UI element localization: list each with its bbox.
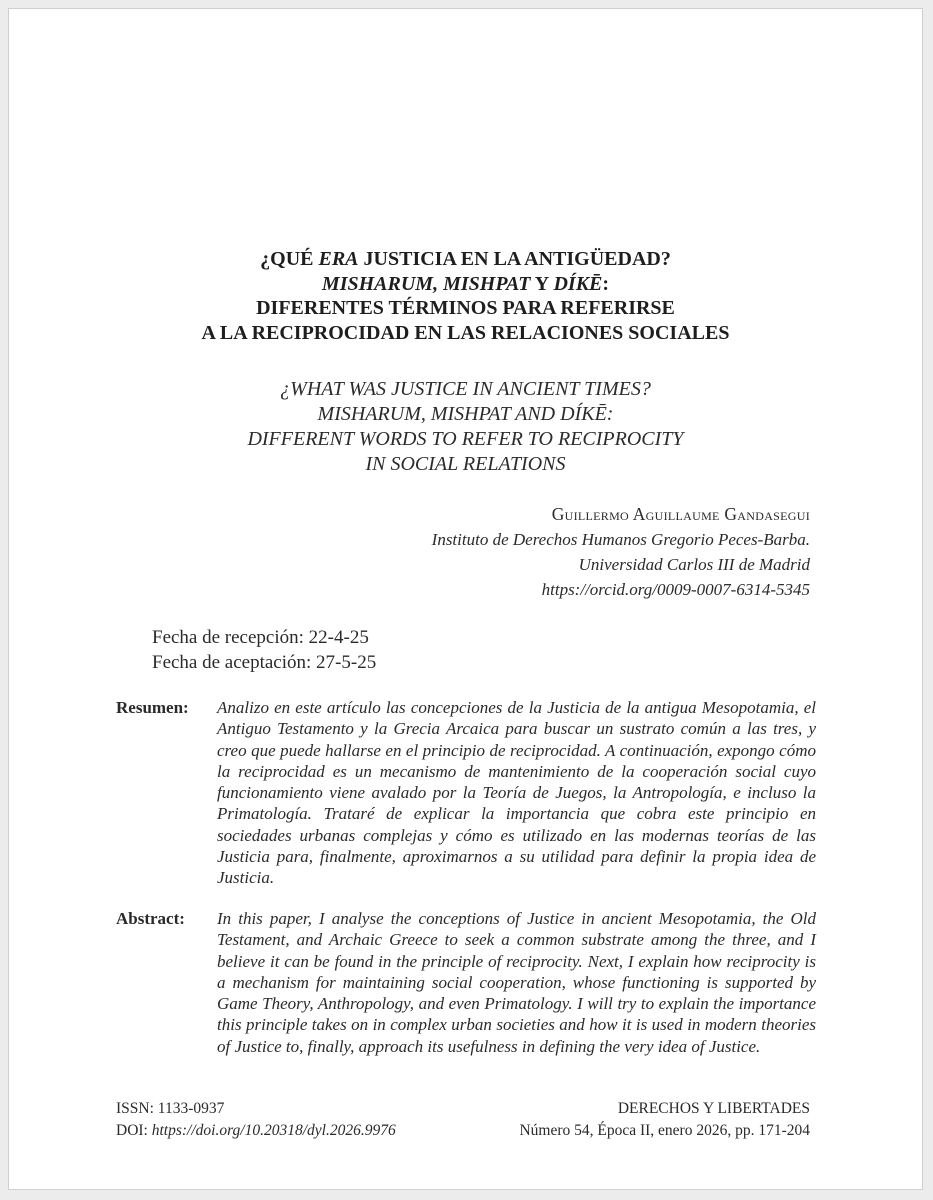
english-title-line-3: DIFFERENT WORDS TO REFER TO RECIPROCITY [247,428,684,450]
english-title-line-2: MISHARUM, MISHPAT AND DÍKĒ: [317,403,614,425]
english-title [9,377,922,477]
doi-link[interactable]: https://doi.org/10.20318/dyl.2026.9976 [151,1122,396,1139]
journal-name: DERECHOS Y LIBERTADES [617,1100,810,1117]
doi-label: DOI: [116,1122,152,1139]
spanish-title-line-4: A LA RECIPROCIDAD EN LAS RELACIONES SOCIALES [201,321,730,344]
abstract-label: Abstract: [116,909,185,928]
author-affiliation-institute: Instituto de Derechos Humanos Gregorio Peces-Barba. [431,530,810,549]
issn: ISSN: 1133-0937 [116,1100,225,1117]
spanish-title [9,247,922,345]
reception-date: Fecha de recepción: 22-4-25 [152,627,369,648]
spanish-title-line-3: DIFERENTES TÉRMINOS PARA REFERIRSE [256,297,675,319]
doi [116,1120,396,1142]
resumen-label: Resumen: [116,698,189,717]
acceptance-date: Fecha de aceptación: 27-5-25 [152,652,377,673]
submission-dates [152,625,376,675]
english-title-line-4: IN SOCIAL RELATIONS [365,453,566,475]
abstract-section [116,908,816,1057]
footer-journal-info [519,1098,810,1142]
spanish-title-line-1: ¿QUÉ ERA JUSTICIA EN LA ANTIGÜEDAD? [260,248,671,270]
document-page [8,8,923,1190]
resumen-section [116,697,816,889]
english-title-line-1: ¿WHAT WAS JUSTICE IN ANCIENT TIMES? [280,378,651,400]
issue-info: Número 54, Época II, enero 2026, pp. 171-204 [519,1122,810,1139]
resumen-text: Analizo en este artículo las concepciones de la Justicia de la antigua Mesopotamia, el Antiguo Testamento y la Grecia Arcaica para buscar un sustrato común a las tres, y creo que puede hallarse en el principio de reciprocidad. A continuación, expongo cómo la reciprocidad es un mecanismo de mantenimiento de la cooperación social cuyo funcionamiento viene avalado por la Teoría de Juegos, la Antropología, e incluso la Primatología. Trataré de explicar la importancia que cobra este principio en sociedades urbanas complejas y cómo es utilizado en las modernas teorías de las Justicia para, finalmente, aproximarnos a su utilidad para definir la propia idea de Justicia. [217,698,816,888]
author-orcid-link[interactable]: https://orcid.org/0009-0007-6314-5345 [541,580,810,599]
author-block [432,502,810,602]
spanish-title-line-2: MISHARUM, MISHPAT Y DÍKĒ: [321,272,610,295]
author-affiliation-university: Universidad Carlos III de Madrid [578,555,810,574]
footer-identifiers [116,1098,396,1142]
author-name: Guillermo Aguillaume Gandasegui [551,504,810,524]
abstract-text: In this paper, I analyse the conceptions of Justice in ancient Mesopotamia, the Old Testament, and Archaic Greece to seek a common substrate among the three, and I believe it can be found in the principle of reciprocity. Next, I explain how reciprocity is a mechanism for maintaining social cooperation, whose functioning is supported by Game Theory, Anthropology, and even Primatology. I will try to explain the importance this principle takes on in complex urban societies and how it is used in modern theories of Justice to, finally, approach its usefulness in defining the very idea of Justice. [217,909,816,1056]
